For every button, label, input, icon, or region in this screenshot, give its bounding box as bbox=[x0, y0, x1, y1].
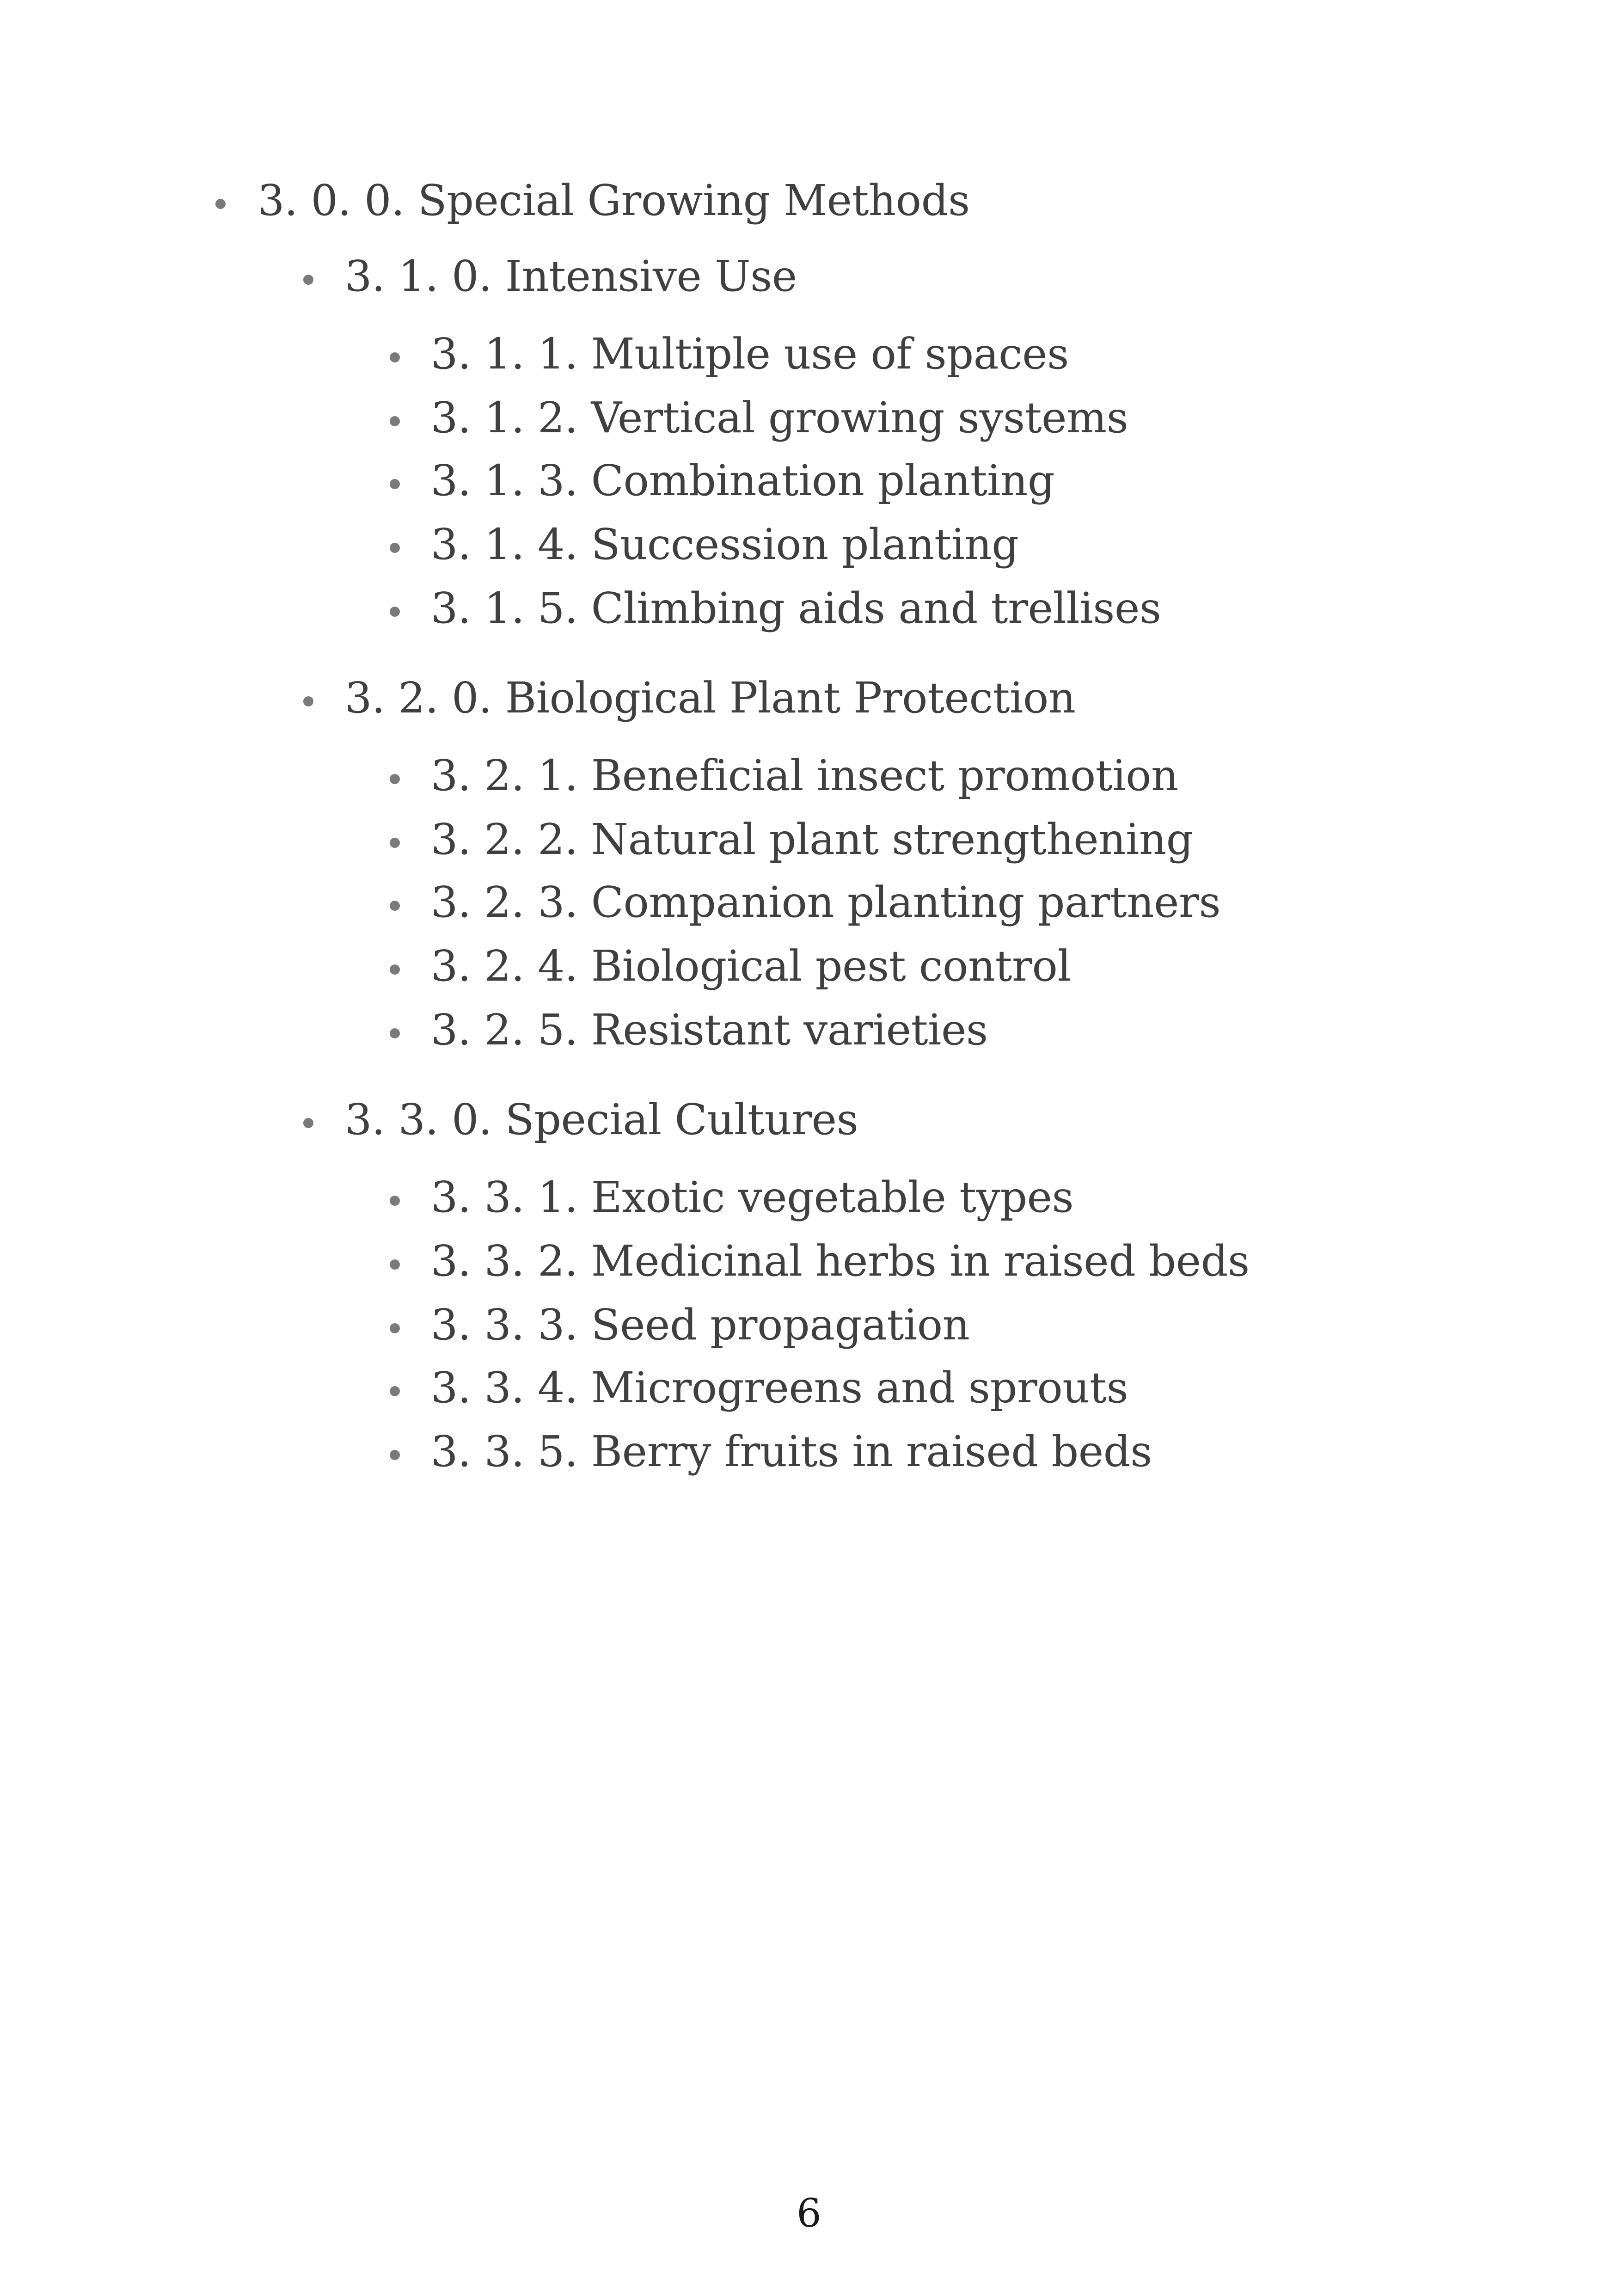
list-bullet bbox=[215, 199, 226, 209]
list-bullet bbox=[390, 1323, 400, 1333]
list-bullet bbox=[303, 275, 313, 285]
list-bullet bbox=[390, 964, 400, 975]
toc-item: 3. 3. 2. Medicinal herbs in raised beds bbox=[431, 1236, 1250, 1286]
toc-item: 3. 3. 1. Exotic vegetable types bbox=[431, 1173, 1074, 1222]
toc-item: 3. 2. 4. Biological pest control bbox=[431, 941, 1071, 991]
list-bullet bbox=[390, 901, 400, 911]
toc-item: 3. 1. 4. Succession planting bbox=[431, 520, 1019, 569]
toc-subsection-heading: 3. 2. 0. Biological Plant Protection bbox=[345, 673, 1076, 723]
toc-item: 3. 2. 3. Companion planting partners bbox=[431, 878, 1221, 927]
toc-item: 3. 1. 2. Vertical growing systems bbox=[431, 393, 1128, 442]
toc-item: 3. 3. 5. Berry fruits in raised beds bbox=[431, 1427, 1152, 1476]
list-bullet bbox=[390, 1386, 400, 1396]
toc-item: 3. 3. 4. Microgreens and sprouts bbox=[431, 1363, 1128, 1412]
list-bullet bbox=[390, 774, 400, 784]
list-bullet bbox=[390, 416, 400, 426]
list-bullet bbox=[390, 352, 400, 362]
list-bullet bbox=[390, 1450, 400, 1460]
toc-item: 3. 2. 2. Natural plant strengthening bbox=[431, 815, 1194, 864]
toc-item: 3. 2. 1. Beneficial insect promotion bbox=[431, 751, 1178, 800]
page-number: 6 bbox=[797, 2191, 821, 2236]
toc-subsection-heading: 3. 3. 0. Special Cultures bbox=[345, 1095, 858, 1144]
toc-section-heading: 3. 0. 0. Special Growing Methods bbox=[257, 176, 970, 225]
toc-item: 3. 1. 5. Climbing aids and trellises bbox=[431, 583, 1161, 633]
list-bullet bbox=[390, 1259, 400, 1270]
list-bullet bbox=[390, 1196, 400, 1206]
list-bullet bbox=[390, 607, 400, 617]
list-bullet bbox=[390, 543, 400, 553]
toc-subsection-heading: 3. 1. 0. Intensive Use bbox=[345, 252, 797, 301]
list-bullet bbox=[390, 479, 400, 489]
list-bullet bbox=[303, 1118, 313, 1128]
list-bullet bbox=[303, 696, 313, 706]
list-bullet bbox=[390, 838, 400, 848]
toc-item: 3. 1. 1. Multiple use of spaces bbox=[431, 329, 1069, 379]
list-bullet bbox=[390, 1028, 400, 1038]
toc-item: 3. 3. 3. Seed propagation bbox=[431, 1300, 970, 1350]
toc-item: 3. 1. 3. Combination planting bbox=[431, 456, 1055, 505]
toc-item: 3. 2. 5. Resistant varieties bbox=[431, 1005, 988, 1055]
